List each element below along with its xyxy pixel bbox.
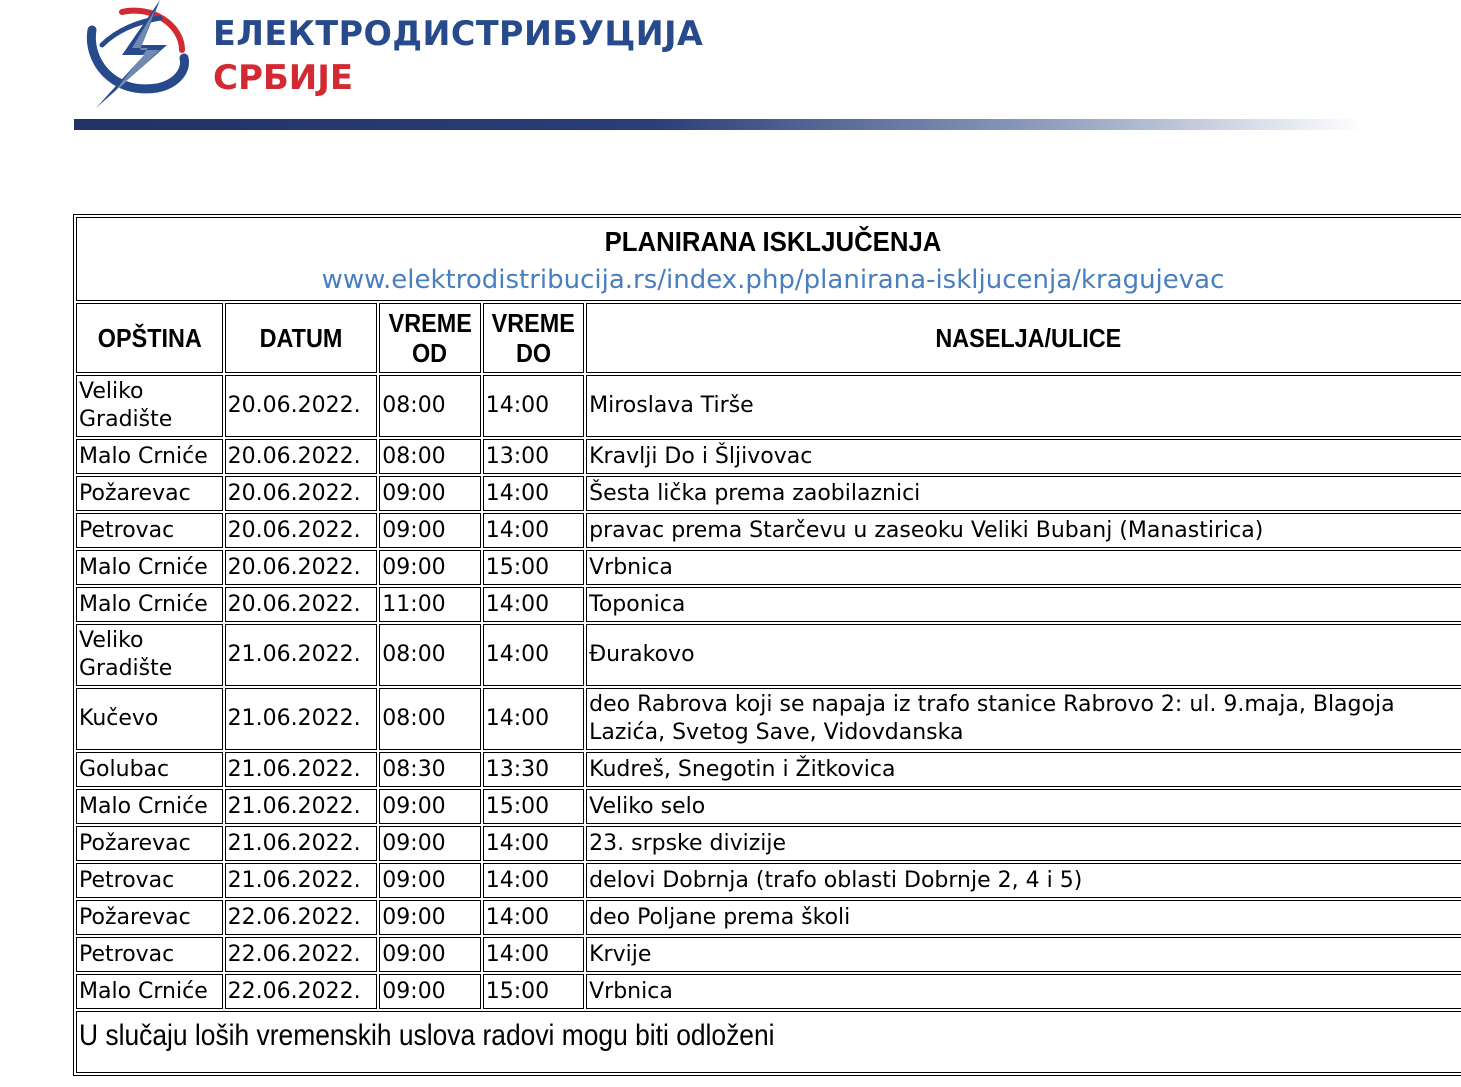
table-row bbox=[76, 476, 1461, 511]
column-header-row bbox=[76, 303, 1461, 373]
cell-datum: 21.06.2022. bbox=[225, 826, 378, 861]
table-row bbox=[76, 587, 1461, 622]
cell-opstina: Malo Crniće bbox=[76, 550, 223, 585]
cell-vreme-od: 08:30 bbox=[379, 752, 480, 787]
cell-naselja: Vrbnica bbox=[586, 550, 1461, 585]
cell-vreme-do: 14:00 bbox=[483, 937, 584, 972]
lightning-globe-icon bbox=[82, 0, 192, 112]
table-row bbox=[76, 789, 1461, 824]
col-header-naselja: NASELJA/ULICE bbox=[586, 303, 1461, 373]
cell-datum: 21.06.2022. bbox=[225, 752, 378, 787]
cell-opstina: Požarevac bbox=[76, 826, 223, 861]
footer-note: U slučaju loših vremenskih uslova radovi mogu biti odloženi bbox=[76, 1011, 1461, 1073]
table-row bbox=[76, 513, 1461, 548]
cell-opstina: Veliko Gradište bbox=[76, 375, 223, 437]
cell-opstina: Malo Crniće bbox=[76, 587, 223, 622]
col-header-vreme-od: VREME OD bbox=[379, 303, 480, 373]
cell-naselja: Krvije bbox=[586, 937, 1461, 972]
cell-datum: 20.06.2022. bbox=[225, 513, 378, 548]
cell-naselja: Đurakovo bbox=[586, 624, 1461, 686]
brand-name-line2: СРБИЈЕ bbox=[213, 58, 354, 98]
table-row bbox=[76, 550, 1461, 585]
cell-datum: 22.06.2022. bbox=[225, 974, 378, 1009]
cell-vreme-do: 14:00 bbox=[483, 624, 584, 686]
footer-row bbox=[76, 1011, 1461, 1073]
cell-vreme-od: 08:00 bbox=[379, 375, 480, 437]
col-header-datum: DATUM bbox=[225, 303, 378, 373]
cell-opstina: Malo Crniće bbox=[76, 789, 223, 824]
cell-naselja: deo Poljane prema školi bbox=[586, 900, 1461, 935]
table-row bbox=[76, 375, 1461, 437]
cell-vreme-do: 14:00 bbox=[483, 476, 584, 511]
cell-vreme-od: 09:00 bbox=[379, 513, 480, 548]
cell-datum: 20.06.2022. bbox=[225, 587, 378, 622]
cell-vreme-do: 14:00 bbox=[483, 375, 584, 437]
cell-vreme-od: 08:00 bbox=[379, 624, 480, 686]
cell-vreme-od: 09:00 bbox=[379, 550, 480, 585]
cell-opstina: Malo Crniće bbox=[76, 439, 223, 474]
cell-datum: 21.06.2022. bbox=[225, 624, 378, 686]
cell-naselja: delovi Dobrnja (trafo oblasti Dobrnje 2, 4 i 5) bbox=[586, 863, 1461, 898]
cell-datum: 21.06.2022. bbox=[225, 688, 378, 750]
notice-link[interactable]: www.elektrodistribucija.rs/index.php/planirana-iskljucenja/kragujevac bbox=[321, 265, 1225, 295]
cell-vreme-do: 14:00 bbox=[483, 587, 584, 622]
col-header-opstina: OPŠTINA bbox=[76, 303, 223, 373]
cell-naselja: Vrbnica bbox=[586, 974, 1461, 1009]
cell-vreme-do: 14:00 bbox=[483, 826, 584, 861]
cell-datum: 20.06.2022. bbox=[225, 550, 378, 585]
cell-naselja: Miroslava Tirše bbox=[586, 375, 1461, 437]
cell-naselja: Kravlji Do i Šljivovac bbox=[586, 439, 1461, 474]
cell-vreme-od: 08:00 bbox=[379, 688, 480, 750]
cell-opstina: Požarevac bbox=[76, 900, 223, 935]
cell-vreme-do: 14:00 bbox=[483, 863, 584, 898]
cell-opstina: Kučevo bbox=[76, 688, 223, 750]
cell-vreme-do: 13:30 bbox=[483, 752, 584, 787]
cell-vreme-od: 09:00 bbox=[379, 826, 480, 861]
table-row bbox=[76, 826, 1461, 861]
cell-datum: 21.06.2022. bbox=[225, 789, 378, 824]
cell-datum: 22.06.2022. bbox=[225, 900, 378, 935]
cell-datum: 20.06.2022. bbox=[225, 439, 378, 474]
table-row bbox=[76, 937, 1461, 972]
cell-vreme-od: 08:00 bbox=[379, 439, 480, 474]
notice-title: PLANIRANA ISKLJUČENJA bbox=[604, 226, 942, 257]
title-row bbox=[76, 217, 1461, 301]
page-header bbox=[0, 0, 1461, 140]
cell-vreme-od: 09:00 bbox=[379, 789, 480, 824]
table-row bbox=[76, 624, 1461, 686]
cell-naselja: Šesta lička prema zaobilaznici bbox=[586, 476, 1461, 511]
cell-vreme-do: 15:00 bbox=[483, 974, 584, 1009]
planned-outages-table bbox=[73, 214, 1461, 1076]
cell-vreme-do: 14:00 bbox=[483, 688, 584, 750]
table-row bbox=[76, 900, 1461, 935]
cell-datum: 20.06.2022. bbox=[225, 476, 378, 511]
cell-naselja: 23. srpske divizije bbox=[586, 826, 1461, 861]
cell-vreme-do: 14:00 bbox=[483, 900, 584, 935]
cell-opstina: Petrovac bbox=[76, 937, 223, 972]
cell-vreme-od: 09:00 bbox=[379, 863, 480, 898]
table-row bbox=[76, 688, 1461, 750]
cell-vreme-do: 13:00 bbox=[483, 439, 584, 474]
cell-naselja: Toponica bbox=[586, 587, 1461, 622]
title-cell bbox=[76, 217, 1461, 301]
cell-datum: 21.06.2022. bbox=[225, 863, 378, 898]
table-row bbox=[76, 974, 1461, 1009]
cell-naselja: pravac prema Starčevu u zaseoku Veliki Bubanj (Manastirica) bbox=[586, 513, 1461, 548]
cell-naselja: Veliko selo bbox=[586, 789, 1461, 824]
cell-vreme-od: 09:00 bbox=[379, 900, 480, 935]
table-row bbox=[76, 752, 1461, 787]
cell-opstina: Malo Crniće bbox=[76, 974, 223, 1009]
table-row bbox=[76, 863, 1461, 898]
cell-naselja: deo Rabrova koji se napaja iz trafo stanice Rabrovo 2: ul. 9.maja, Blagoja Lazića, Svetog Save, Vidovdanska bbox=[586, 688, 1461, 750]
cell-opstina: Golubac bbox=[76, 752, 223, 787]
table-row bbox=[76, 439, 1461, 474]
cell-datum: 20.06.2022. bbox=[225, 375, 378, 437]
brand-name-line1: ЕЛЕКТРОДИСТРИБУЦИЈА bbox=[213, 14, 704, 54]
cell-opstina: Požarevac bbox=[76, 476, 223, 511]
cell-opstina: Petrovac bbox=[76, 863, 223, 898]
cell-vreme-od: 09:00 bbox=[379, 974, 480, 1009]
cell-opstina: Petrovac bbox=[76, 513, 223, 548]
cell-vreme-od: 09:00 bbox=[379, 476, 480, 511]
header-divider-bar bbox=[74, 119, 1364, 130]
cell-vreme-do: 15:00 bbox=[483, 789, 584, 824]
cell-vreme-do: 15:00 bbox=[483, 550, 584, 585]
cell-datum: 22.06.2022. bbox=[225, 937, 378, 972]
cell-opstina: Veliko Gradište bbox=[76, 624, 223, 686]
cell-vreme-od: 09:00 bbox=[379, 937, 480, 972]
cell-naselja: Kudreš, Snegotin i Žitkovica bbox=[586, 752, 1461, 787]
cell-vreme-od: 11:00 bbox=[379, 587, 480, 622]
col-header-vreme-do: VREME DO bbox=[483, 303, 584, 373]
cell-vreme-do: 14:00 bbox=[483, 513, 584, 548]
